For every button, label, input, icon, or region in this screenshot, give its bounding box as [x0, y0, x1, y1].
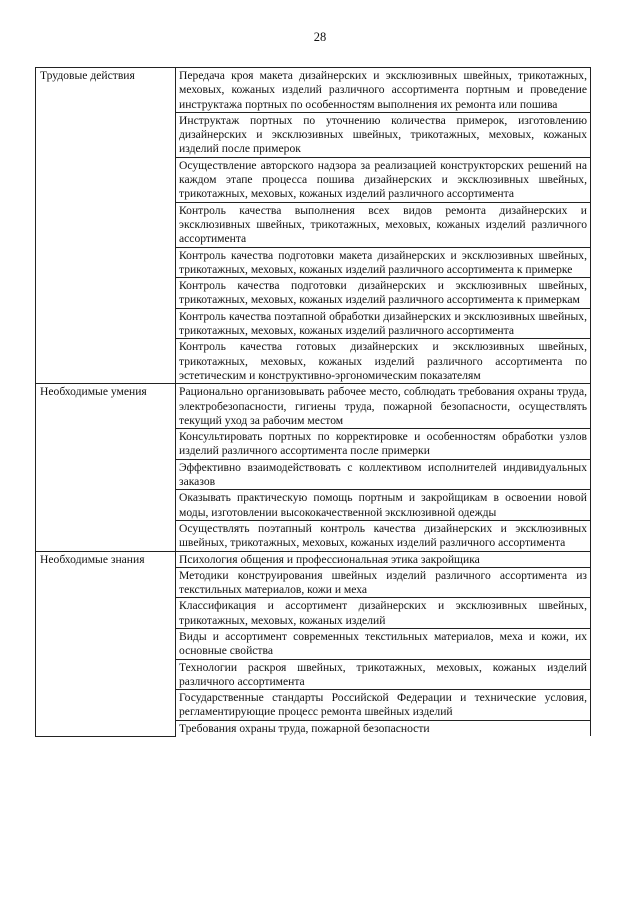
section-label-labor-actions: Трудовые действия: [36, 68, 176, 384]
section-item: Инструктаж портных по уточнению количества примерок, изготовлению дизайнерских и эксклюзивных швейных, трикотажных, меховых, кожаных изделий после примерок: [176, 112, 591, 157]
section-item: Контроль качества подготовки макета дизайнерских и эксклюзивных швейных, трикотажных, меховых, кожаных изделий различного ассортимента к примерке: [176, 247, 591, 278]
section-item: Психология общения и профессиональная этика закройщика: [176, 551, 591, 567]
section-item: Осуществлять поэтапный контроль качества дизайнерских и эксклюзивных швейных, трикотажных, меховых, кожаных изделий различного ассортимента: [176, 520, 591, 551]
section-item: Методики конструирования швейных изделий различного ассортимента из текстильных материалов, кожи и меха: [176, 567, 591, 598]
competency-table: [35, 67, 591, 737]
section-item: Государственные стандарты Российской Федерации и технические условия, регламентирующие процесс ремонта швейных изделий: [176, 690, 591, 721]
competency-table-body: [36, 68, 591, 737]
section-item: Требования охраны труда, пожарной безопасности: [176, 720, 591, 736]
table-row: [36, 384, 591, 429]
table-row: [36, 551, 591, 567]
section-item: Контроль качества поэтапной обработки дизайнерских и эксклюзивных швейных, трикотажных, меховых, кожаных изделий различного ассортимента: [176, 308, 591, 339]
page-number: 28: [313, 30, 327, 44]
section-item: Классификация и ассортимент дизайнерских и эксклюзивных швейных, трикотажных, меховых, кожаных изделий: [176, 598, 591, 629]
section-item: Эффективно взаимодействовать с коллективом исполнителей индивидуальных заказов: [176, 459, 591, 490]
section-item: Передача кроя макета дизайнерских и эксклюзивных швейных, трикотажных, меховых, кожаных изделий различного ассортимента портным и проведение инструктажа портных по особенностям выполнения их ремонта или пошива: [176, 68, 591, 113]
section-item: Рационально организовывать рабочее место, соблюдать требования охраны труда, электробезопасности, гигиены труда, пожарной безопасности, осуществлять текущий уход за рабочим местом: [176, 384, 591, 429]
section-label-required-skills: Необходимые умения: [36, 384, 176, 551]
section-item: Контроль качества подготовки дизайнерских и эксклюзивных швейных, трикотажных, меховых, кожаных изделий различного ассортимента к примеркам: [176, 278, 591, 309]
section-item: Консультировать портных по корректировке и особенностям обработки узлов изделий различного ассортимента после примерки: [176, 429, 591, 460]
section-item: Оказывать практическую помощь портным и закройщикам в освоении новой моды, изготовлении высококачественной эксклюзивной одежды: [176, 490, 591, 521]
table-row: [36, 68, 591, 113]
section-item: Контроль качества готовых дизайнерских и эксклюзивных швейных, трикотажных, меховых, кожаных изделий различного ассортимента по эстетическим и конструктивно-эргономическим показателям: [176, 339, 591, 384]
section-item: Виды и ассортимент современных текстильных материалов, меха и кожи, их основные свойства: [176, 628, 591, 659]
section-label-required-knowledge: Необходимые знания: [36, 551, 176, 736]
section-item: Технологии раскроя швейных, трикотажных, меховых, кожаных изделий различного ассортимента: [176, 659, 591, 690]
section-item: Контроль качества выполнения всех видов ремонта дизайнерских и эксклюзивных швейных, трикотажных, меховых, кожаных изделий различного ассортимента: [176, 202, 591, 247]
section-item: Осуществление авторского надзора за реализацией конструкторских решений на каждом этапе процесса пошива дизайнерских и эксклюзивных швейных, трикотажных, меховых, кожаных изделий различного ассортимента: [176, 157, 591, 202]
